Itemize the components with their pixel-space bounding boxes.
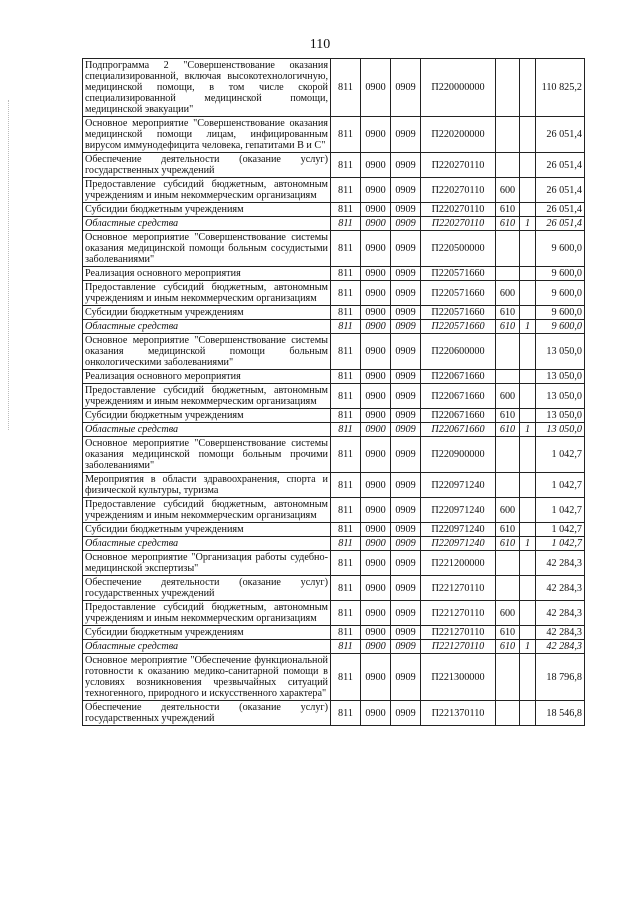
row-funding-source xyxy=(520,59,536,117)
row-target-article-code: П221270110 xyxy=(421,601,496,626)
row-name: Обеспечение деятельности (оказание услуг) государственных учреждений xyxy=(83,153,331,178)
row-target-article-code: П220571660 xyxy=(421,267,496,281)
row-name: Предоставление субсидий бюджетным, автономным учреждениям и иным некоммерческим организациям xyxy=(83,498,331,523)
row-name: Предоставление субсидий бюджетным, автономным учреждениям и иным некоммерческим организациям xyxy=(83,178,331,203)
table-row xyxy=(83,551,585,576)
row-amount: 9 600,0 xyxy=(536,267,585,281)
row-subsection-code: 0909 xyxy=(391,551,421,576)
row-subsection-code: 0909 xyxy=(391,601,421,626)
row-subsection-code: 0909 xyxy=(391,473,421,498)
row-section-code: 0900 xyxy=(361,117,391,153)
table-row xyxy=(83,153,585,178)
row-expense-type-code xyxy=(496,231,520,267)
budget-table-body xyxy=(83,59,585,726)
row-target-article-code: П220671660 xyxy=(421,370,496,384)
row-amount: 18 796,8 xyxy=(536,654,585,701)
row-subsection-code: 0909 xyxy=(391,640,421,654)
row-department-code: 811 xyxy=(331,320,361,334)
row-expense-type-code: 610 xyxy=(496,320,520,334)
row-target-article-code: П220900000 xyxy=(421,437,496,473)
row-name: Основное мероприятие "Организация работы судебно-медицинской экспертизы" xyxy=(83,551,331,576)
table-row xyxy=(83,384,585,409)
row-target-article-code: П220270110 xyxy=(421,153,496,178)
row-target-article-code: П220500000 xyxy=(421,231,496,267)
table-row xyxy=(83,320,585,334)
row-section-code: 0900 xyxy=(361,551,391,576)
row-section-code: 0900 xyxy=(361,217,391,231)
row-name: Предоставление субсидий бюджетным, автономным учреждениям и иным некоммерческим организациям xyxy=(83,384,331,409)
row-amount: 1 042,7 xyxy=(536,498,585,523)
row-subsection-code: 0909 xyxy=(391,306,421,320)
row-department-code: 811 xyxy=(331,409,361,423)
row-amount: 1 042,7 xyxy=(536,523,585,537)
row-amount: 9 600,0 xyxy=(536,320,585,334)
row-subsection-code: 0909 xyxy=(391,576,421,601)
row-funding-source: 1 xyxy=(520,423,536,437)
row-target-article-code: П220971240 xyxy=(421,473,496,498)
row-amount: 42 284,3 xyxy=(536,626,585,640)
row-department-code: 811 xyxy=(331,626,361,640)
row-department-code: 811 xyxy=(331,640,361,654)
row-section-code: 0900 xyxy=(361,59,391,117)
row-name: Субсидии бюджетным учреждениям xyxy=(83,409,331,423)
row-name: Основное мероприятие "Совершенствование системы оказания медицинской помощи больным прочими заболеваниями" xyxy=(83,437,331,473)
row-subsection-code: 0909 xyxy=(391,370,421,384)
row-funding-source: 1 xyxy=(520,640,536,654)
row-name: Обеспечение деятельности (оказание услуг) государственных учреждений xyxy=(83,701,331,726)
row-subsection-code: 0909 xyxy=(391,203,421,217)
row-department-code: 811 xyxy=(331,498,361,523)
row-section-code: 0900 xyxy=(361,384,391,409)
row-expense-type-code: 610 xyxy=(496,217,520,231)
row-subsection-code: 0909 xyxy=(391,498,421,523)
row-funding-source xyxy=(520,267,536,281)
row-subsection-code: 0909 xyxy=(391,334,421,370)
row-section-code: 0900 xyxy=(361,537,391,551)
row-department-code: 811 xyxy=(331,523,361,537)
row-funding-source xyxy=(520,701,536,726)
row-expense-type-code xyxy=(496,334,520,370)
row-amount: 110 825,2 xyxy=(536,59,585,117)
row-funding-source xyxy=(520,601,536,626)
row-funding-source: 1 xyxy=(520,537,536,551)
row-funding-source xyxy=(520,551,536,576)
row-department-code: 811 xyxy=(331,267,361,281)
row-target-article-code: П220270110 xyxy=(421,203,496,217)
row-department-code: 811 xyxy=(331,117,361,153)
row-section-code: 0900 xyxy=(361,701,391,726)
row-amount: 9 600,0 xyxy=(536,231,585,267)
row-expense-type-code: 610 xyxy=(496,523,520,537)
row-subsection-code: 0909 xyxy=(391,117,421,153)
row-amount: 13 050,0 xyxy=(536,409,585,423)
row-amount: 42 284,3 xyxy=(536,551,585,576)
row-name: Областные средства xyxy=(83,640,331,654)
row-amount: 9 600,0 xyxy=(536,306,585,320)
row-section-code: 0900 xyxy=(361,498,391,523)
row-expense-type-code: 600 xyxy=(496,384,520,409)
row-amount: 9 600,0 xyxy=(536,281,585,306)
row-department-code: 811 xyxy=(331,281,361,306)
row-funding-source xyxy=(520,523,536,537)
row-name: Предоставление субсидий бюджетным, автономным учреждениям и иным некоммерческим организациям xyxy=(83,601,331,626)
page-number: 110 xyxy=(309,37,331,52)
row-funding-source xyxy=(520,117,536,153)
table-row xyxy=(83,59,585,117)
row-expense-type-code xyxy=(496,153,520,178)
row-funding-source xyxy=(520,626,536,640)
row-funding-source xyxy=(520,306,536,320)
table-row xyxy=(83,626,585,640)
row-amount: 26 051,4 xyxy=(536,178,585,203)
row-target-article-code: П221270110 xyxy=(421,576,496,601)
row-expense-type-code: 610 xyxy=(496,423,520,437)
row-funding-source xyxy=(520,334,536,370)
row-name: Основное мероприятие "Совершенствование системы оказания медицинской помощи больным онкологическими заболеваниями" xyxy=(83,334,331,370)
row-subsection-code: 0909 xyxy=(391,231,421,267)
row-name: Основное мероприятие "Совершенствование оказания медицинской помощи лицам, инфицированным вирусом иммунодефицита человека, гепатитами В и С" xyxy=(83,117,331,153)
row-expense-type-code xyxy=(496,437,520,473)
row-section-code: 0900 xyxy=(361,654,391,701)
row-expense-type-code xyxy=(496,267,520,281)
table-row xyxy=(83,537,585,551)
row-expense-type-code xyxy=(496,551,520,576)
row-target-article-code: П220000000 xyxy=(421,59,496,117)
row-expense-type-code: 600 xyxy=(496,178,520,203)
row-funding-source xyxy=(520,437,536,473)
table-row xyxy=(83,576,585,601)
row-name: Обеспечение деятельности (оказание услуг) государственных учреждений xyxy=(83,576,331,601)
row-amount: 26 051,4 xyxy=(536,217,585,231)
row-amount: 13 050,0 xyxy=(536,334,585,370)
row-subsection-code: 0909 xyxy=(391,281,421,306)
row-subsection-code: 0909 xyxy=(391,654,421,701)
row-expense-type-code xyxy=(496,370,520,384)
row-amount: 42 284,3 xyxy=(536,576,585,601)
row-funding-source xyxy=(520,203,536,217)
row-subsection-code: 0909 xyxy=(391,423,421,437)
row-amount: 13 050,0 xyxy=(536,370,585,384)
row-subsection-code: 0909 xyxy=(391,59,421,117)
row-section-code: 0900 xyxy=(361,523,391,537)
row-section-code: 0900 xyxy=(361,423,391,437)
row-funding-source: 1 xyxy=(520,320,536,334)
table-row xyxy=(83,640,585,654)
row-funding-source xyxy=(520,231,536,267)
row-department-code: 811 xyxy=(331,203,361,217)
row-subsection-code: 0909 xyxy=(391,267,421,281)
row-subsection-code: 0909 xyxy=(391,437,421,473)
row-target-article-code: П220200000 xyxy=(421,117,496,153)
row-target-article-code: П220571660 xyxy=(421,320,496,334)
row-target-article-code: П221370110 xyxy=(421,701,496,726)
table-row xyxy=(83,437,585,473)
row-expense-type-code: 610 xyxy=(496,306,520,320)
row-amount: 1 042,7 xyxy=(536,437,585,473)
row-target-article-code: П221270110 xyxy=(421,626,496,640)
row-target-article-code: П221200000 xyxy=(421,551,496,576)
row-funding-source xyxy=(520,384,536,409)
row-name: Мероприятия в области здравоохранения, спорта и физической культуры, туризма xyxy=(83,473,331,498)
row-target-article-code: П220971240 xyxy=(421,523,496,537)
row-section-code: 0900 xyxy=(361,626,391,640)
row-section-code: 0900 xyxy=(361,576,391,601)
row-amount: 26 051,4 xyxy=(536,203,585,217)
row-amount: 26 051,4 xyxy=(536,153,585,178)
row-name: Областные средства xyxy=(83,537,331,551)
row-name: Субсидии бюджетным учреждениям xyxy=(83,626,331,640)
row-amount: 13 050,0 xyxy=(536,423,585,437)
table-row xyxy=(83,654,585,701)
row-amount: 26 051,4 xyxy=(536,117,585,153)
row-expense-type-code xyxy=(496,701,520,726)
row-subsection-code: 0909 xyxy=(391,217,421,231)
table-row xyxy=(83,601,585,626)
row-section-code: 0900 xyxy=(361,178,391,203)
table-row xyxy=(83,203,585,217)
row-expense-type-code xyxy=(496,473,520,498)
row-department-code: 811 xyxy=(331,654,361,701)
table-row xyxy=(83,306,585,320)
row-target-article-code: П220571660 xyxy=(421,306,496,320)
row-section-code: 0900 xyxy=(361,409,391,423)
row-expense-type-code: 600 xyxy=(496,281,520,306)
row-name: Основное мероприятие "Совершенствование системы оказания медицинской помощи больным сосудистыми заболеваниями" xyxy=(83,231,331,267)
row-target-article-code: П220671660 xyxy=(421,409,496,423)
row-section-code: 0900 xyxy=(361,153,391,178)
row-section-code: 0900 xyxy=(361,231,391,267)
row-subsection-code: 0909 xyxy=(391,320,421,334)
row-subsection-code: 0909 xyxy=(391,523,421,537)
row-department-code: 811 xyxy=(331,601,361,626)
row-department-code: 811 xyxy=(331,153,361,178)
row-target-article-code: П220571660 xyxy=(421,281,496,306)
row-expense-type-code: 610 xyxy=(496,409,520,423)
row-department-code: 811 xyxy=(331,306,361,320)
row-section-code: 0900 xyxy=(361,334,391,370)
row-department-code: 811 xyxy=(331,551,361,576)
row-department-code: 811 xyxy=(331,384,361,409)
row-name: Областные средства xyxy=(83,320,331,334)
scan-margin-mark xyxy=(8,100,11,430)
row-expense-type-code xyxy=(496,59,520,117)
row-department-code: 811 xyxy=(331,537,361,551)
row-department-code: 811 xyxy=(331,217,361,231)
row-department-code: 811 xyxy=(331,178,361,203)
row-section-code: 0900 xyxy=(361,281,391,306)
row-subsection-code: 0909 xyxy=(391,409,421,423)
row-target-article-code: П221270110 xyxy=(421,640,496,654)
row-amount: 42 284,3 xyxy=(536,640,585,654)
row-name: Подпрограмма 2 "Совершенствование оказания специализированной, включая высокотехнологичную, медицинской помощи, в том числе скорой специализированной медицинской помощи, медицинской эвакуации" xyxy=(83,59,331,117)
row-funding-source xyxy=(520,498,536,523)
row-name: Реализация основного мероприятия xyxy=(83,267,331,281)
row-target-article-code: П220270110 xyxy=(421,178,496,203)
row-expense-type-code: 600 xyxy=(496,498,520,523)
row-amount: 1 042,7 xyxy=(536,473,585,498)
row-department-code: 811 xyxy=(331,370,361,384)
table-row xyxy=(83,217,585,231)
row-amount: 13 050,0 xyxy=(536,384,585,409)
row-funding-source xyxy=(520,654,536,701)
row-subsection-code: 0909 xyxy=(391,537,421,551)
row-name: Областные средства xyxy=(83,423,331,437)
row-name: Субсидии бюджетным учреждениям xyxy=(83,203,331,217)
row-department-code: 811 xyxy=(331,701,361,726)
row-target-article-code: П220971240 xyxy=(421,498,496,523)
row-department-code: 811 xyxy=(331,576,361,601)
table-row xyxy=(83,409,585,423)
row-funding-source: 1 xyxy=(520,217,536,231)
table-row xyxy=(83,473,585,498)
table-row xyxy=(83,423,585,437)
row-expense-type-code xyxy=(496,117,520,153)
table-row xyxy=(83,498,585,523)
row-name: Предоставление субсидий бюджетным, автономным учреждениям и иным некоммерческим организациям xyxy=(83,281,331,306)
budget-table xyxy=(82,58,585,726)
row-funding-source xyxy=(520,409,536,423)
row-funding-source xyxy=(520,178,536,203)
row-target-article-code: П220671660 xyxy=(421,384,496,409)
row-section-code: 0900 xyxy=(361,370,391,384)
table-row xyxy=(83,334,585,370)
row-expense-type-code: 610 xyxy=(496,640,520,654)
table-row xyxy=(83,523,585,537)
row-subsection-code: 0909 xyxy=(391,384,421,409)
row-department-code: 811 xyxy=(331,334,361,370)
row-target-article-code: П220270110 xyxy=(421,217,496,231)
row-section-code: 0900 xyxy=(361,320,391,334)
row-funding-source xyxy=(520,370,536,384)
row-section-code: 0900 xyxy=(361,306,391,320)
row-expense-type-code: 610 xyxy=(496,626,520,640)
row-amount: 42 284,3 xyxy=(536,601,585,626)
row-department-code: 811 xyxy=(331,423,361,437)
row-funding-source xyxy=(520,281,536,306)
row-subsection-code: 0909 xyxy=(391,701,421,726)
row-subsection-code: 0909 xyxy=(391,626,421,640)
row-name: Реализация основного мероприятия xyxy=(83,370,331,384)
row-target-article-code: П220671660 xyxy=(421,423,496,437)
table-row xyxy=(83,370,585,384)
row-name: Областные средства xyxy=(83,217,331,231)
table-row xyxy=(83,117,585,153)
row-department-code: 811 xyxy=(331,231,361,267)
row-name: Основное мероприятие "Обеспечение функциональной готовности к оказанию медико-санитарной помощи в условиях возникновения чрезвычайных ситуаций техногенного, природного и искусственного характера" xyxy=(83,654,331,701)
table-row xyxy=(83,267,585,281)
row-expense-type-code xyxy=(496,576,520,601)
row-funding-source xyxy=(520,473,536,498)
row-section-code: 0900 xyxy=(361,473,391,498)
row-section-code: 0900 xyxy=(361,203,391,217)
table-row xyxy=(83,701,585,726)
row-expense-type-code: 610 xyxy=(496,537,520,551)
row-target-article-code: П220600000 xyxy=(421,334,496,370)
row-name: Субсидии бюджетным учреждениям xyxy=(83,523,331,537)
table-row xyxy=(83,231,585,267)
row-subsection-code: 0909 xyxy=(391,178,421,203)
row-funding-source xyxy=(520,153,536,178)
row-expense-type-code: 610 xyxy=(496,203,520,217)
row-expense-type-code: 600 xyxy=(496,601,520,626)
row-subsection-code: 0909 xyxy=(391,153,421,178)
row-amount: 1 042,7 xyxy=(536,537,585,551)
row-funding-source xyxy=(520,576,536,601)
row-section-code: 0900 xyxy=(361,267,391,281)
table-row xyxy=(83,281,585,306)
row-section-code: 0900 xyxy=(361,640,391,654)
row-department-code: 811 xyxy=(331,59,361,117)
row-department-code: 811 xyxy=(331,473,361,498)
row-amount: 18 546,8 xyxy=(536,701,585,726)
row-target-article-code: П220971240 xyxy=(421,537,496,551)
row-name: Субсидии бюджетным учреждениям xyxy=(83,306,331,320)
row-expense-type-code xyxy=(496,654,520,701)
table-row xyxy=(83,178,585,203)
row-section-code: 0900 xyxy=(361,601,391,626)
row-department-code: 811 xyxy=(331,437,361,473)
row-target-article-code: П221300000 xyxy=(421,654,496,701)
row-section-code: 0900 xyxy=(361,437,391,473)
